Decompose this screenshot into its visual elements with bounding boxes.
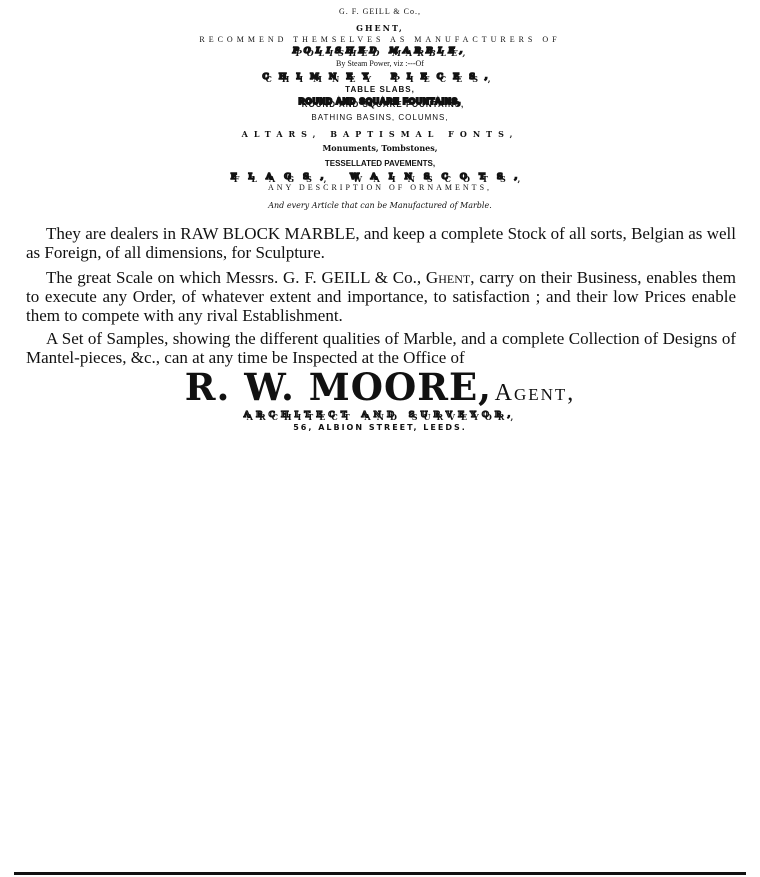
business-paragraph-end: carry on their Business, enables them to execute any Order, of whatever extent and importance, to satisfaction ; and their low Prices enable them to compete with any rival Establishment. xyxy=(26,268,737,325)
address-line: 56, ALBION STREET, LEEDS. xyxy=(293,423,467,432)
fountains-heading: ROUND AND SQUARE FOUNTAINS, xyxy=(298,97,462,106)
stock-paragraph: They are dealers in RAW BLOCK MARBLE, and keep a complete Stock of all sorts, Belgian as well as Foreign, of all dimensions, for Sculpture. xyxy=(26,224,736,262)
agent-title: Agent, xyxy=(494,380,576,406)
ghent-small-caps: Ghent, xyxy=(425,268,475,287)
table-slabs-line: TABLE SLABS, xyxy=(345,85,415,94)
steam-power-line: By Steam Power, viz :---Of xyxy=(336,59,424,68)
bathing-basins-line: BATHING BASINS, COLUMNS, xyxy=(311,113,449,122)
business-paragraph xyxy=(26,268,736,325)
bottom-rule xyxy=(14,872,746,875)
ornaments-line: ANY DESCRIPTION OF ORNAMENTS, xyxy=(267,183,493,192)
every-article-line: And every Article that can be Manufactured of Marble. xyxy=(268,201,492,210)
firm-name: G. F. GEILL & Co., xyxy=(339,7,421,16)
monuments-tombstones-heading: Monuments, Tombstones, xyxy=(322,143,438,153)
architect-surveyor-heading: ARCHITECT AND SURVEYOR, xyxy=(243,409,517,419)
tessellated-pavements-heading: TESSELLATED PAVEMENTS, xyxy=(324,159,436,168)
flags-wainscots-heading: FLAGS, WAINSCOTS, xyxy=(230,171,530,181)
recommend-line: RECOMMEND THEMSELVES AS MANUFACTURERS OF xyxy=(199,35,561,44)
agent-line xyxy=(0,365,760,409)
firm-city: GHENT, xyxy=(356,23,404,33)
samples-paragraph: A Set of Samples, showing the different qualities of Marble, and a complete Collection of Designs of Mantel-pieces, &c., can at any time be Inspected at the Office of xyxy=(26,329,736,367)
chimney-pieces-heading: CHIMNEY PIECES, xyxy=(262,71,498,81)
polished-marble-heading: POLISHED MARBLE, xyxy=(292,45,468,55)
altars-fonts-heading: ALTARS, BAPTISMAL FONTS, xyxy=(241,129,519,139)
agent-name: R. W. MOORE, xyxy=(184,365,493,409)
business-paragraph-start: The great Scale on which Messrs. G. F. GEILL & Co., xyxy=(46,268,422,287)
